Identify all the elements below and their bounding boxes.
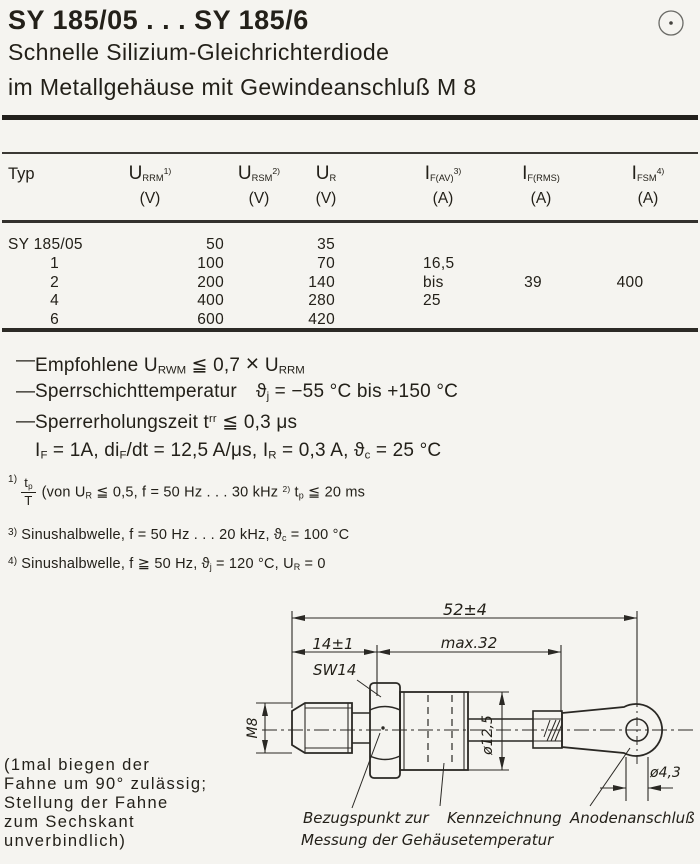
column-header-ifrms: IF(RMS) — [522, 163, 560, 184]
header-divider — [2, 115, 698, 120]
footnote-marker: 4) — [8, 556, 18, 567]
footnote-3: 3) Sinushalbwelle, f = 50 Hz . . . 20 kHz, ϑc = 100 °C — [8, 527, 350, 543]
table-row — [0, 236, 700, 255]
column-unit-ur: (V) — [315, 190, 337, 207]
dim-thread-length: 14±1 — [312, 635, 354, 653]
flag-bending-note — [4, 756, 244, 851]
column-header-ursm: URSM$^{2)}$ — [237, 163, 281, 184]
subtitle-line-2: im Metallgehäuse mit Gewindeanschluß M 8 — [8, 74, 477, 100]
reference-point-label-line2: Messung der Gehäusetemperatur — [301, 831, 554, 849]
type-cell: 4 — [50, 292, 59, 309]
page-title: SY 185/05 . . . SY 185/6 — [8, 5, 309, 35]
ur-cell: 420 — [308, 311, 335, 328]
column-unit-ifsm: (A) — [637, 190, 659, 207]
hole-diameter-label: ø4,3 — [650, 765, 681, 781]
marking-label: Kennzeichnung — [447, 809, 562, 827]
note-line: unverbindlich) — [4, 832, 127, 850]
subtitle-line-1: Schnelle Silizium-Gleichrichterdiode — [8, 39, 390, 65]
column-unit-ifav: (A) — [432, 190, 454, 207]
table-row — [0, 255, 700, 274]
urrm-cell: 400 — [197, 292, 224, 309]
ifav-cell: 25 — [423, 292, 441, 309]
ur-cell: 140 — [308, 274, 335, 291]
note-line: Stellung der Fahne — [4, 794, 169, 812]
table-row — [0, 292, 700, 311]
footnote-marker: 3) — [8, 527, 18, 538]
footnote-1: 1) $\frac{tp}{T}$ (von UR ≦ 0,5, f = 50 Hz . . . 30 kHz $^{2)}$ tp ≦ 20 ms — [8, 474, 366, 509]
note-line: (1mal biegen der — [4, 756, 151, 774]
type-cell: SY 185/05 — [8, 236, 83, 253]
duty-cycle-fraction: $\frac{tp}{T}$ — [21, 476, 35, 508]
type-cell: 2 — [50, 274, 59, 291]
ur-cell: 70 — [317, 255, 335, 272]
urrm-cell: 200 — [197, 274, 224, 291]
dim-total-length: 52±4 — [443, 600, 487, 619]
reference-point-label-line1: Bezugspunkt zur — [303, 809, 429, 827]
dim-body-length: max.32 — [440, 634, 498, 652]
column-header-typ: Typ — [8, 165, 35, 183]
footnote-4: 4) Sinushalbwelle, f ≧ 50 Hz, ϑj = 120 °C, UR = 0 — [8, 556, 326, 572]
urrm-cell: 50 — [206, 236, 224, 253]
ur-cell: 280 — [308, 292, 335, 309]
footnote-marker: 1) — [8, 474, 18, 485]
note-line: Fahne um 90° zulässig; — [4, 775, 208, 793]
ifav-cell: 16,5 — [423, 255, 455, 272]
anode-terminal-label: Anodenanschluß — [570, 809, 695, 827]
ur-cell: 35 — [317, 236, 335, 253]
column-unit-ifrms: (A) — [530, 190, 552, 207]
multiplication-sign: × — [245, 350, 260, 376]
column-header-ifsm: IFSM$^{4)}$ — [631, 163, 665, 184]
column-unit-ursm: (V) — [248, 190, 270, 207]
ifsm-cell: 400 — [616, 274, 644, 291]
ifav-cell: bis — [423, 274, 444, 291]
dash-bullet: — — [16, 411, 36, 432]
table-row — [0, 311, 700, 330]
dash-bullet: — — [16, 381, 36, 402]
datasheet-page: SY 185/05 . . . SY 185/6 Schnelle Silizium-Gleichrichterdiode im Metallgehäuse mit Gewindeanschluß M 8 Typ URRM$^{1)}$ (V) URSM$^{2)}$ (V) UR (V) IF(AV)$^{3)}$ (A) IF(RMS) (A) IFSM$^{4)}$ (A) SY 185/05 50 35 1 100 70 16,5 2 200 140 bis 39 400 4 400 280 25 6 600 420 — Empfohlene URWM ≦ 0,7 × URRM — Sperrschichttemperatur ϑj = −55 °C bis +150 °C — Sperrerholungszeit $t^{rr}$ ≦ 0,3 μs IF = 1A, diF/dt = 12,5 A/μs, IR = 0,3 A, ϑc = 25 °C 1) $\frac{tp}{T}$ (von UR ≦ 0,5, f = 50 Hz . . . 30 kHz $^{2)}$ tp ≦ 20 ms 3) Sinushalbwelle, f = 50 Hz . . . 20 kHz, ϑc = 100 °C 4) Sinushalbwelle, f ≧ 50 Hz, ϑj = 120 °C, UR = 0 52±4 14±1 max.32 SW14 M8 ø12,5 ø4,3 Bezugspunkt zur Messung der Gehäusetemperatur Kennzeichnung Anodenanschluß (1mal biegen der Fahne um 90° zulässig; Stellung der Fahne zum Sechskant unverbindlich) — [0, 0, 700, 864]
registration-mark-icon — [652, 4, 692, 44]
column-header-ur: UR — [315, 163, 337, 184]
table-header-rule — [2, 220, 698, 223]
spec-line-test-conditions: IF = 1A, diF/dt = 12,5 A/μs, IR = 0,3 A, ϑc = 25 °C — [35, 440, 442, 462]
type-cell: 6 — [50, 311, 59, 328]
ifrms-cell: 39 — [524, 274, 542, 291]
table-top-rule — [2, 152, 698, 154]
column-header-ifav: IF(AV)$^{3)}$ — [424, 163, 462, 184]
dash-bullet: — — [16, 350, 36, 371]
type-cell: 1 — [50, 255, 59, 272]
thread-size-label: M8 — [245, 717, 261, 739]
wrench-size-label: SW14 — [313, 661, 357, 679]
urrm-cell: 600 — [197, 311, 224, 328]
column-unit-urrm: (V) — [139, 190, 161, 207]
note-line: zum Sechskant — [4, 813, 136, 831]
body-diameter-label: ø12,5 — [480, 715, 496, 755]
column-header-urrm: URRM$^{1)}$ — [128, 163, 172, 184]
table-row — [0, 274, 700, 293]
urrm-cell: 100 — [197, 255, 224, 272]
